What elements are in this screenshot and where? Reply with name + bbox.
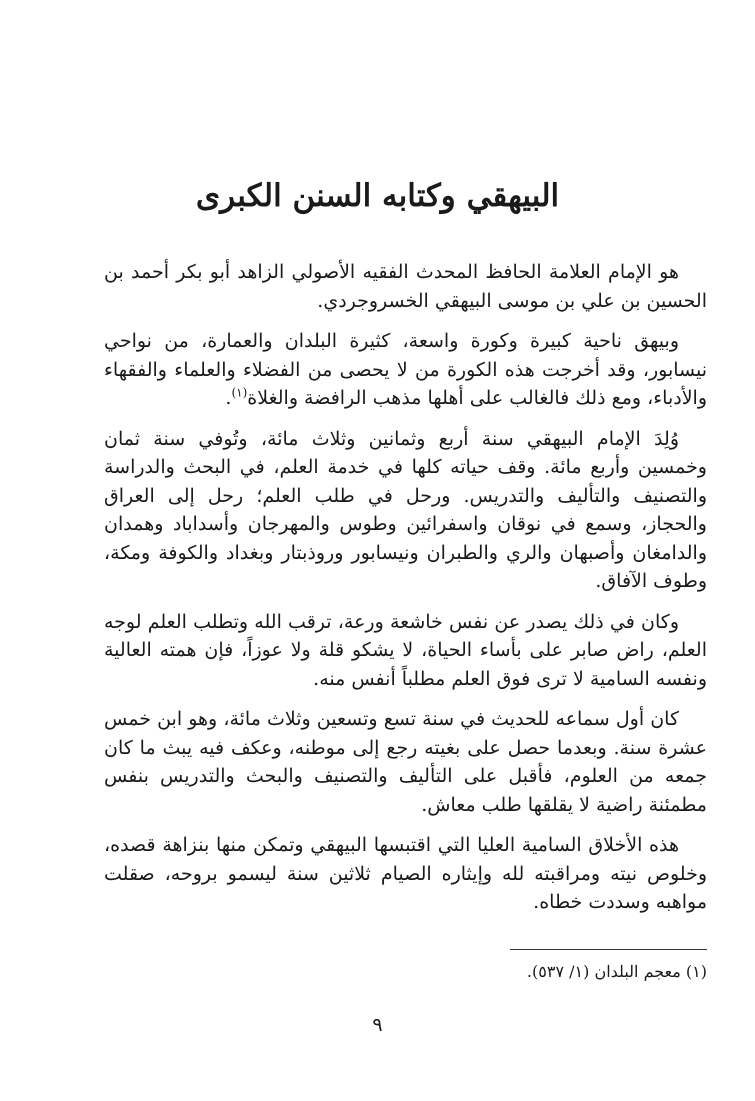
paragraph-6-text: هذه الأخلاق السامية العليا التي اقتبسها البيهقي وتمكن منها بنزاهة قصده، وخلوص نيته ومراقبته لله وإيثاره الصيام ثلاثين سنة ليسمو بروحه، صقلت مواهبه وسددت خطاه. bbox=[104, 834, 707, 913]
paragraph-4 bbox=[104, 608, 707, 694]
footnote: (١) معجم البلدان (١/ ٥٣٧). bbox=[526, 962, 707, 981]
paragraph-2-tail: . bbox=[225, 387, 232, 409]
paragraph-2-text: وبيهق ناحية كبيرة وكورة واسعة، كثيرة البلدان والعمارة، من نواحي نيسابور، وقد أخرجت هذه الكورة من لا يحصى من الفضلاء والعلماء والفقهاء والأدباء، ومع ذلك فالغالب على أهلها مذهب الرافضة والغلاة bbox=[104, 330, 707, 409]
paragraph-4-text: وكان في ذلك يصدر عن نفس خاشعة ورعة، ترقب الله وتطلب العلم لوجه العلم، راض صابر على بأساء الحياة، لا يشكو قلة ولا عوزاً، فإن همته العالية ونفسه السامية لا ترى فوق العلم مطلباً أنفس منه. bbox=[104, 610, 707, 690]
paragraph-1-text: هو الإمام العلامة الحافظ المحدث الفقيه الأصولي الزاهد أبو بكر أحمد بن الحسين بن علي بن موسى البيهقي الخسروجردي. bbox=[104, 261, 707, 312]
paragraph-5 bbox=[104, 705, 707, 819]
paragraph-3 bbox=[104, 425, 707, 596]
footnote-reference: (١) bbox=[231, 385, 248, 400]
paragraph-2 bbox=[104, 327, 707, 413]
paragraph-6 bbox=[104, 831, 707, 917]
body-text bbox=[104, 258, 707, 929]
paragraph-3-text: وُلِدَ الإمام البيهقي سنة أربع وثمانين وثلاث مائة، وتُوفي سنة ثمان وخمسين وأربع مائة. وقف حياته كلها في خدمة العلم، في البحث والدراسة والتصنيف والتأليف والتدريس. ورحل في طلب العلم؛ رحل إلى العراق والحجاز، وسمع في نوقان واسفرائين وطوس والمهرجان وأسداباد وهمدان والدامغان وأصبهان والري والطبران ونيسابور وروذبتار وبغداد والكوفة ومكة، وطوف الآفاق. bbox=[104, 427, 707, 592]
paragraph-1 bbox=[104, 258, 707, 315]
chapter-title: البيهقي وكتابه السنن الكبرى bbox=[195, 178, 560, 214]
paragraph-5-text: كان أول سماعه للحديث في سنة تسع وتسعين وثلاث مائة، وهو ابن خمس عشرة سنة. وبعدما حصل على بغيته رجع إلى موطنه، وعكف فيه يبث ما كان جمعه من العلوم، فأقبل على التأليف والتصنيف والبحث والتدريس بنفس مطمئنة راضية لا يقلقها طلب معاش. bbox=[104, 708, 707, 816]
footnote-divider bbox=[510, 949, 707, 950]
page-number: ٩ bbox=[372, 1014, 383, 1036]
